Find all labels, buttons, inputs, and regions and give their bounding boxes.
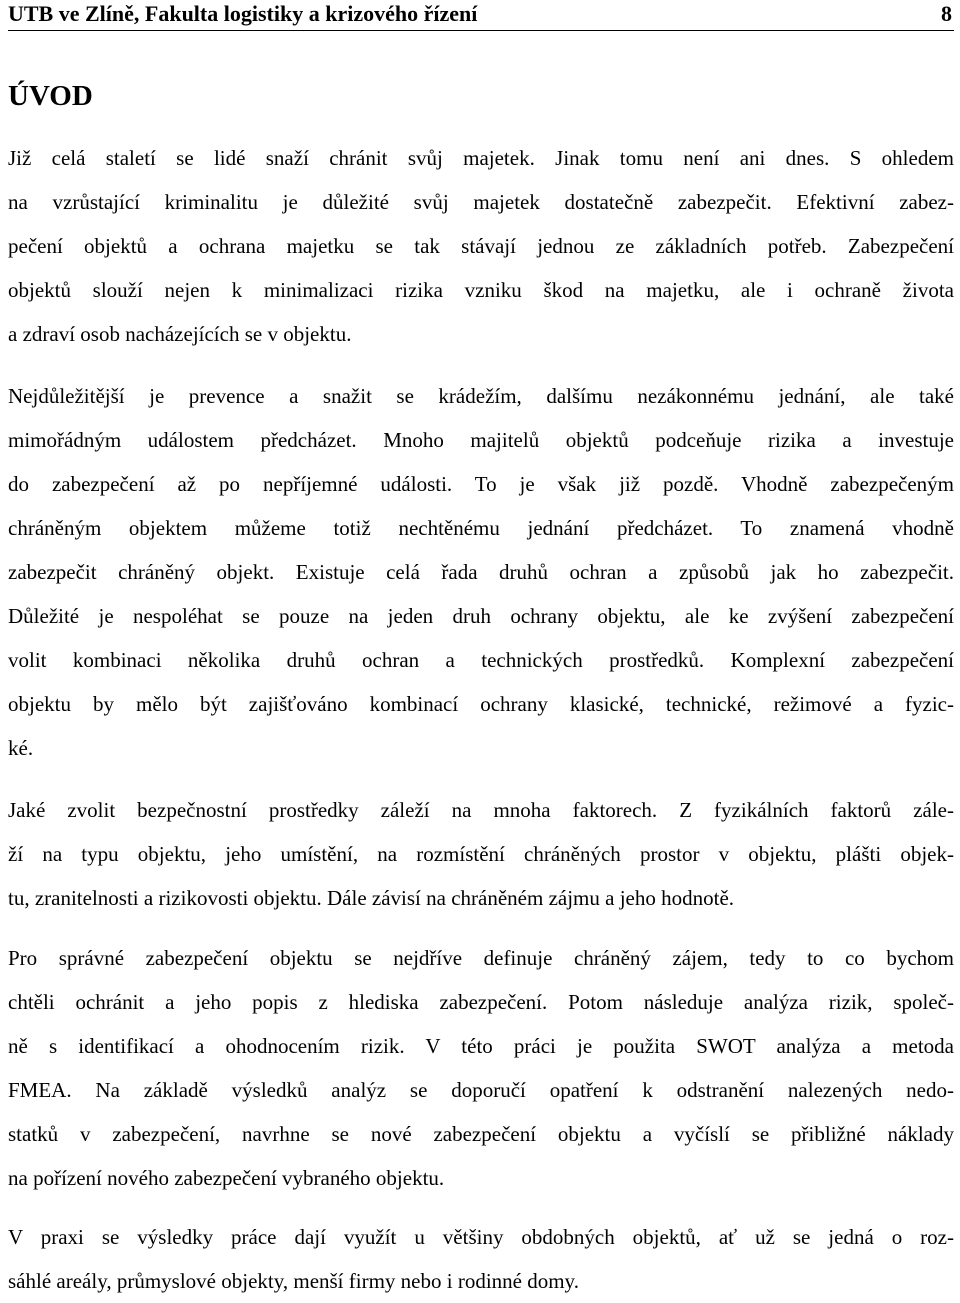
text-line: ží na typu objektu, jeho umístění, na rozmístění chráněných prostor v objektu, plášti objek-: [8, 842, 954, 866]
text-line: V praxi se výsledky práce dají využít u většiny obdobných objektů, ať už se jedná o roz-: [8, 1225, 954, 1249]
page-header: [8, 0, 954, 31]
text-line: mimořádným událostem předcházet. Mnoho majitelů objektů podceňuje rizika a investuje: [8, 428, 954, 452]
text-line: do zabezpečení až po nepříjemné události. To je však již pozdě. Vhodně zabezpečeným: [8, 472, 954, 496]
header-title: UTB ve Zlíně, Fakulta logistiky a krizového řízení: [8, 1, 478, 26]
chapter-title: ÚVOD: [8, 80, 93, 112]
text-line: Nejdůležitější je prevence a snažit se krádežím, dalšímu nezákonnému jednání, ale také: [8, 384, 954, 408]
text-line: ké.: [8, 736, 34, 760]
text-line: statků v zabezpečení, navrhne se nové zabezpečení objektu a vyčíslí se přibližné náklady: [8, 1122, 954, 1146]
text-line: na pořízení nového zabezpečení vybraného objektu.: [8, 1166, 445, 1190]
text-line: na vzrůstající kriminalitu je důležité svůj majetek dostatečně zabezpečit. Efektivní zabez-: [8, 190, 954, 214]
paragraph-4: [8, 936, 954, 1200]
text-line: Pro správné zabezpečení objektu se nejdříve definuje chráněný zájem, tedy to co bychom: [8, 946, 954, 970]
text-line: chtěli ochránit a jeho popis z hlediska zabezpečení. Potom následuje analýza rizik, společ-: [8, 990, 954, 1014]
text-line: tu, zranitelnosti a rizikovosti objektu. Dále závisí na chráněném zájmu a jeho hodnotě.: [8, 886, 735, 910]
text-line: Již celá staletí se lidé snaží chránit svůj majetek. Jinak tomu není ani dnes. S ohledem: [8, 146, 954, 170]
text-line: pečení objektů a ochrana majetku se tak stávají jednou ze základních potřeb. Zabezpečení: [8, 234, 954, 258]
text-line: Jaké zvolit bezpečnostní prostředky záleží na mnoha faktorech. Z fyzikálních faktorů zále-: [8, 798, 954, 822]
text-line: sáhlé areály, průmyslové objekty, menší firmy nebo i rodinné domy.: [8, 1269, 579, 1293]
paragraph-3: [8, 788, 954, 920]
text-line: FMEA. Na základě výsledků analýz se doporučí opatření k odstranění nalezených nedo-: [8, 1078, 954, 1102]
text-line: ně s identifikací a ohodnocením rizik. V této práci je použita SWOT analýza a metoda: [8, 1034, 954, 1058]
text-line: volit kombinaci několika druhů ochran a technických prostředků. Komplexní zabezpečení: [8, 648, 954, 672]
page-number: 8: [941, 1, 952, 26]
paragraph-2: [8, 374, 954, 770]
text-line: a zdraví osob nacházejících se v objektu.: [8, 322, 352, 346]
text-line: objektů slouží nejen k minimalizaci rizika vzniku škod na majetku, ale i ochraně života: [8, 278, 954, 302]
text-line: chráněným objektem můžeme totiž nechtěnému jednání předcházet. To znamená vhodně: [8, 516, 954, 540]
text-line: Důležité je nespoléhat se pouze na jeden druh ochrany objektu, ale ke zvýšení zabezpečení: [8, 604, 954, 628]
text-line: zabezpečit chráněný objekt. Existuje celá řada druhů ochran a způsobů jak ho zabezpečit.: [8, 560, 954, 584]
text-line: objektu by mělo být zajišťováno kombinací ochrany klasické, technické, režimové a fyzic-: [8, 692, 954, 716]
paragraph-1: [8, 136, 954, 356]
paragraph-5: [8, 1215, 954, 1303]
